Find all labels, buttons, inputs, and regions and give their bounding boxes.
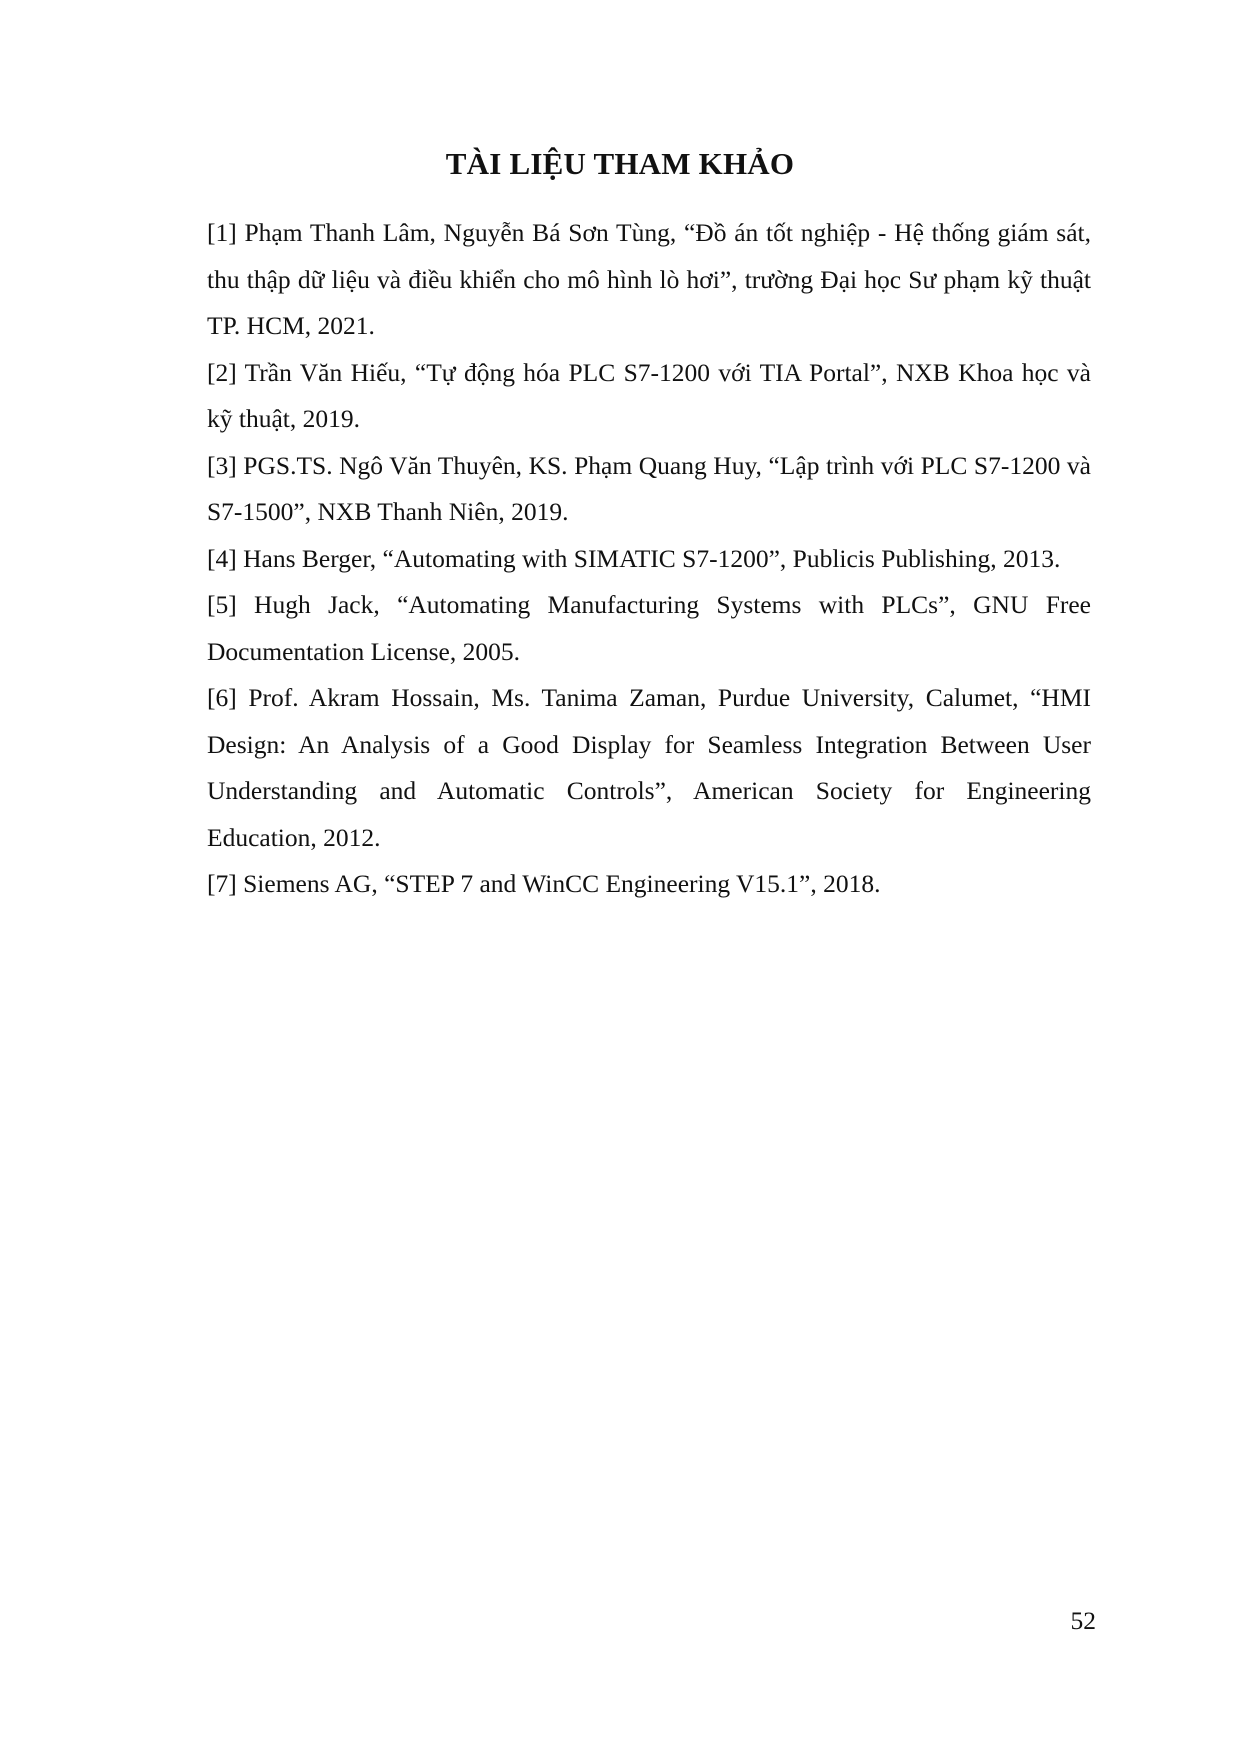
reference-item-4: [4] Hans Berger, “Automating with SIMATIC S7-1200”, Publicis Publishing, 2013.	[207, 543, 1061, 573]
reference-item-5: [5] Hugh Jack, “Automating Manufacturing Systems with PLCs”, GNU Free Documentation License, 2005.	[207, 590, 1091, 666]
reference-item-6: [6] Prof. Akram Hossain, Ms. Tanima Zaman, Purdue University, Calumet, “HMI Design: An Analysis of a Good Display for Seamless Integration Between User Understanding and Automatic Controls”, American Society for Engineering Education, 2012.	[207, 683, 1091, 852]
reference-item-1: [1] Phạm Thanh Lâm, Nguyễn Bá Sơn Tùng, “Đồ án tốt nghiệp - Hệ thống giám sát, thu thập dữ liệu và điều khiển cho mô hình lò hơi”, trường Đại học Sư phạm kỹ thuật TP. HCM, 2021.	[207, 218, 1091, 340]
reference-item-3: [3] PGS.TS. Ngô Văn Thuyên, KS. Phạm Quang Huy, “Lập trình với PLC S7-1200 và S7-1500”, NXB Thanh Niên, 2019.	[207, 450, 1091, 526]
reference-list	[207, 210, 1091, 908]
page-title: TÀI LIỆU THAM KHẢO	[445, 146, 795, 181]
reference-item-7: [7] Siemens AG, “STEP 7 and WinCC Engineering V15.1”, 2018.	[207, 869, 881, 898]
reference-item-2: [2] Trần Văn Hiếu, “Tự động hóa PLC S7-1200 với TIA Portal”, NXB Khoa học và kỹ thuật, 2019.	[207, 357, 1091, 433]
page-number: 52	[1070, 1606, 1096, 1635]
